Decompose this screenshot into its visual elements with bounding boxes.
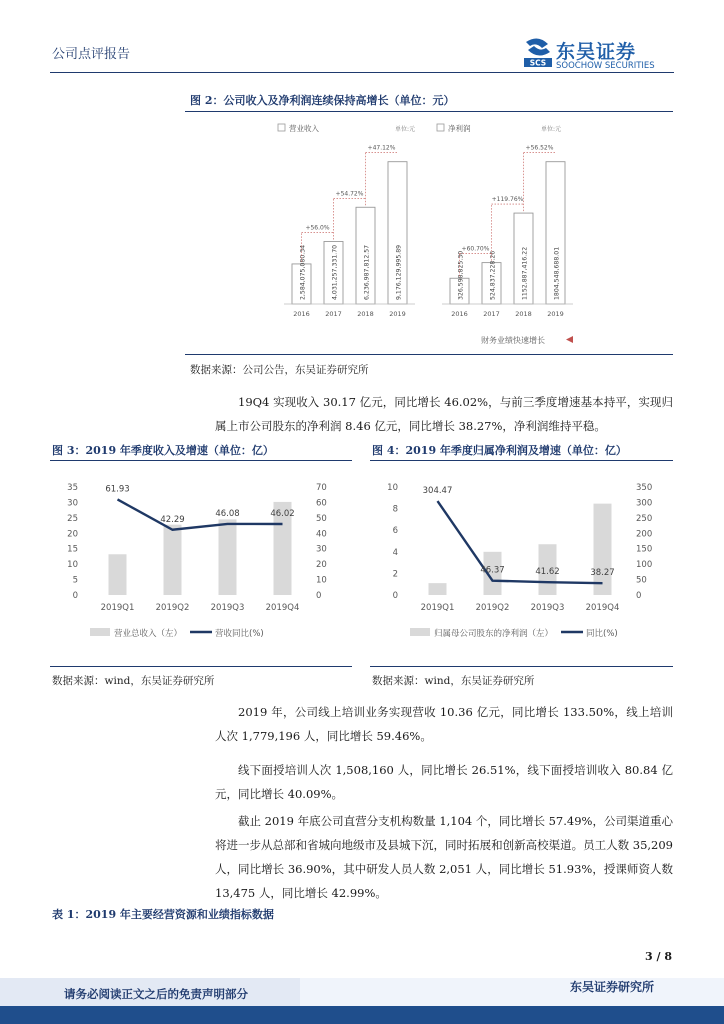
fig2-bar-value-label: 326,598,825.30 — [457, 250, 465, 300]
fig2-growth-label: +56.0% — [305, 224, 330, 232]
fig4-right-tick: 100 — [636, 560, 653, 571]
fig3-right-tick: 20 — [316, 560, 327, 571]
fig3-category-label: 2019Q2 — [155, 603, 190, 613]
table1-title: 表 1：2019 年主要经营资源和业绩指标数据 — [52, 908, 274, 921]
fig2-category-label: 2019 — [389, 310, 406, 318]
fig4-left-tick: 6 — [392, 526, 398, 537]
fig3-left-tick: 15 — [67, 544, 78, 555]
fig3-right-tick: 50 — [316, 513, 327, 524]
brand-mark-text: SCS — [529, 58, 547, 68]
fig2-bar-value-label: 9,176,129,995.89 — [395, 244, 403, 300]
fig3-bar — [164, 525, 182, 595]
fig2-category-label: 2017 — [325, 310, 342, 318]
fig3-right-tick: 60 — [316, 498, 327, 509]
disclaimer-notice: 请务必阅读正文之后的免责声明部分 — [64, 987, 248, 1001]
fig2-category-label: 2017 — [483, 310, 500, 318]
fig2-category-label: 2016 — [451, 310, 468, 318]
figure2-chart — [185, 114, 673, 350]
fig2-bar-value-label: 4,031,257,331.70 — [331, 244, 339, 300]
fig2-panel1-title: 营业收入 — [289, 124, 319, 133]
fig2-bar-value-label: 6,236,987,812.57 — [363, 244, 371, 300]
fig4-right-tick: 350 — [636, 483, 653, 493]
fig2-panel1-unit: 单位:元 — [395, 126, 416, 133]
fig4-legend-line-label: 同比(%) — [586, 629, 618, 639]
fig3-legend-bar-swatch — [90, 628, 110, 636]
fig3-right-tick: 0 — [316, 591, 322, 601]
fig4-left-tick: 4 — [392, 547, 398, 558]
fig3-bar — [219, 519, 237, 595]
fig3-left-tick: 35 — [67, 483, 78, 493]
fig3-category-label: 2019Q4 — [265, 603, 300, 613]
fig3-category-label: 2019Q3 — [210, 603, 245, 613]
fig3-category-label: 2019Q1 — [100, 603, 135, 613]
fig4-category-label: 2019Q4 — [585, 603, 620, 613]
fig4-data-label: 41.62 — [535, 567, 560, 578]
paragraph-branches-staff: 截止 2019 年底公司直营分支机构数量 1,104 个，同比增长 57.49%，公司渠道重心将进一步从总部和省城向地级市及县城下沉，同时拓展和创新高校渠道。员工人数 35,209 人，同比增长 36.90%，其中研发人员人数 2,051 人，同比增长 51.93%，授课师资人数 13,475 人，同比增长 42.99%。 — [215, 814, 673, 900]
fig2-bar-value-label: 1804,548,688.01 — [553, 246, 561, 300]
figure4-bottom-rule — [370, 666, 673, 667]
fig4-right-tick: 300 — [636, 498, 653, 509]
figure2-top-rule — [185, 111, 673, 112]
brand-mark-icon — [522, 36, 554, 70]
report-type-label: 公司点评报告 — [52, 47, 131, 62]
figure3-bottom-rule — [50, 666, 352, 667]
figure3-source: 数据来源：wind，东吴证券研究所 — [52, 675, 215, 687]
fig2-category-label: 2018 — [515, 310, 532, 318]
page-number: 3 / 8 — [645, 950, 672, 963]
fig4-category-label: 2019Q1 — [420, 603, 455, 613]
paragraph-offline-training: 线下面授培训人次 1,508,160 人，同比增长 26.51%，线下面授培训收入 80.84 亿元，同比增长 40.09%。 — [215, 763, 673, 801]
fig3-bar — [109, 554, 127, 595]
fig2-category-label: 2019 — [547, 310, 564, 318]
fig4-data-label: 38.27 — [590, 568, 615, 579]
fig3-right-tick: 70 — [316, 483, 327, 493]
figure4-title: 图 4：2019 年季度归属净利润及增速（单位：亿） — [372, 444, 627, 457]
fig4-right-tick: 150 — [636, 544, 653, 555]
fig4-right-tick: 250 — [636, 513, 653, 524]
fig3-left-tick: 5 — [72, 575, 78, 586]
fig2-footer-arrow-icon — [566, 336, 573, 343]
paragraph-online-training: 2019 年，公司线上培训业务实现营收 10.36 亿元，同比增长 133.50%，线上培训人次 1,779,196 人，同比增长 59.46%。 — [215, 705, 673, 743]
fig4-left-tick: 0 — [392, 591, 398, 601]
figure3-chart — [52, 465, 352, 665]
fig3-left-tick: 0 — [72, 591, 78, 601]
fig4-right-tick: 0 — [636, 591, 642, 601]
fig3-data-label: 46.02 — [270, 508, 295, 519]
footer-strip — [0, 1006, 724, 1024]
fig4-left-tick: 2 — [392, 569, 398, 580]
fig3-growth-line — [118, 499, 283, 529]
fig3-legend-bar-label: 营业总收入（左） — [114, 629, 183, 639]
fig4-data-label: 304.47 — [422, 486, 453, 497]
figure3-title: 图 3：2019 年季度收入及增速（单位：亿） — [52, 444, 274, 457]
figure2-source: 数据来源：公司公告，东吴证券研究所 — [190, 364, 369, 376]
figure3-top-rule — [50, 460, 352, 461]
fig2-growth-label: +56.52% — [525, 144, 554, 152]
fig4-category-label: 2019Q2 — [475, 603, 510, 613]
fig2-growth-label: +54.72% — [335, 190, 364, 198]
fig2-growth-label: +119.76% — [491, 196, 524, 204]
figure4-source: 数据来源：wind，东吴证券研究所 — [372, 675, 535, 687]
fig3-left-tick: 10 — [67, 560, 78, 571]
fig2-bar-value-label: 1152,887,416.22 — [521, 246, 529, 300]
fig4-legend-bar-swatch — [410, 628, 430, 636]
fig2-legend-box-revenue — [278, 124, 285, 131]
fig3-left-tick: 20 — [67, 529, 78, 540]
fig4-left-tick: 10 — [387, 483, 398, 493]
fig3-data-label: 46.08 — [215, 508, 240, 519]
figure2-bottom-rule — [185, 354, 673, 355]
fig3-right-tick: 40 — [316, 529, 327, 540]
fig2-category-label: 2018 — [357, 310, 374, 318]
paragraph-q4-results: 19Q4 实现收入 30.17 亿元，同比增长 46.02%，与前三季度增速基本持平，实现归属上市公司股东的净利润 8.46 亿元，同比增长 38.27%，净利润维持平稳。 — [215, 395, 673, 433]
fig2-legend-box-profit — [437, 124, 444, 131]
fig4-growth-line — [438, 501, 603, 583]
figure4-chart — [372, 465, 672, 665]
footer-org-name: 东吴证券研究所 — [569, 980, 654, 994]
footer-bar — [0, 978, 724, 1024]
fig4-category-label: 2019Q3 — [530, 603, 565, 613]
fig2-panel2-unit: 单位:元 — [541, 126, 562, 133]
fig4-data-label: 46.37 — [480, 565, 505, 576]
fig4-bar — [429, 583, 447, 595]
fig4-right-tick: 50 — [636, 575, 647, 586]
brand-name: 东吴证券 — [556, 41, 637, 63]
header-divider — [50, 72, 674, 73]
brand-logo — [522, 36, 672, 72]
figure2-title: 图 2：公司收入及净利润连续保持高增长（单位：元） — [190, 94, 455, 107]
fig4-legend-bar-label: 归属母公司股东的净利润（左） — [434, 629, 554, 639]
fig3-right-tick: 10 — [316, 575, 327, 586]
fig3-left-tick: 25 — [67, 513, 78, 524]
fig2-bar-value-label: 524,837,228.26 — [489, 250, 497, 300]
fig3-data-label: 61.93 — [105, 484, 130, 495]
fig3-data-label: 42.29 — [160, 514, 185, 525]
fig2-growth-label: +60.70% — [461, 245, 490, 253]
fig2-bar-value-label: 2,584,075,080.34 — [299, 244, 307, 300]
fig2-growth-label: +47.12% — [367, 144, 396, 152]
fig4-bar — [594, 504, 612, 595]
fig2-panel2-title: 净利润 — [448, 124, 471, 133]
figure4-top-rule — [370, 460, 673, 461]
fig2-footer-label: 财务业绩快速增长 — [481, 336, 545, 345]
fig3-legend-line-label: 营收同比(%) — [215, 629, 264, 639]
fig2-category-label: 2016 — [293, 310, 310, 318]
fig4-right-tick: 200 — [636, 529, 653, 540]
brand-en: SOOCHOW SECURITIES — [556, 61, 655, 71]
fig3-left-tick: 30 — [67, 498, 78, 509]
fig3-right-tick: 30 — [316, 544, 327, 555]
fig4-left-tick: 8 — [392, 504, 398, 515]
